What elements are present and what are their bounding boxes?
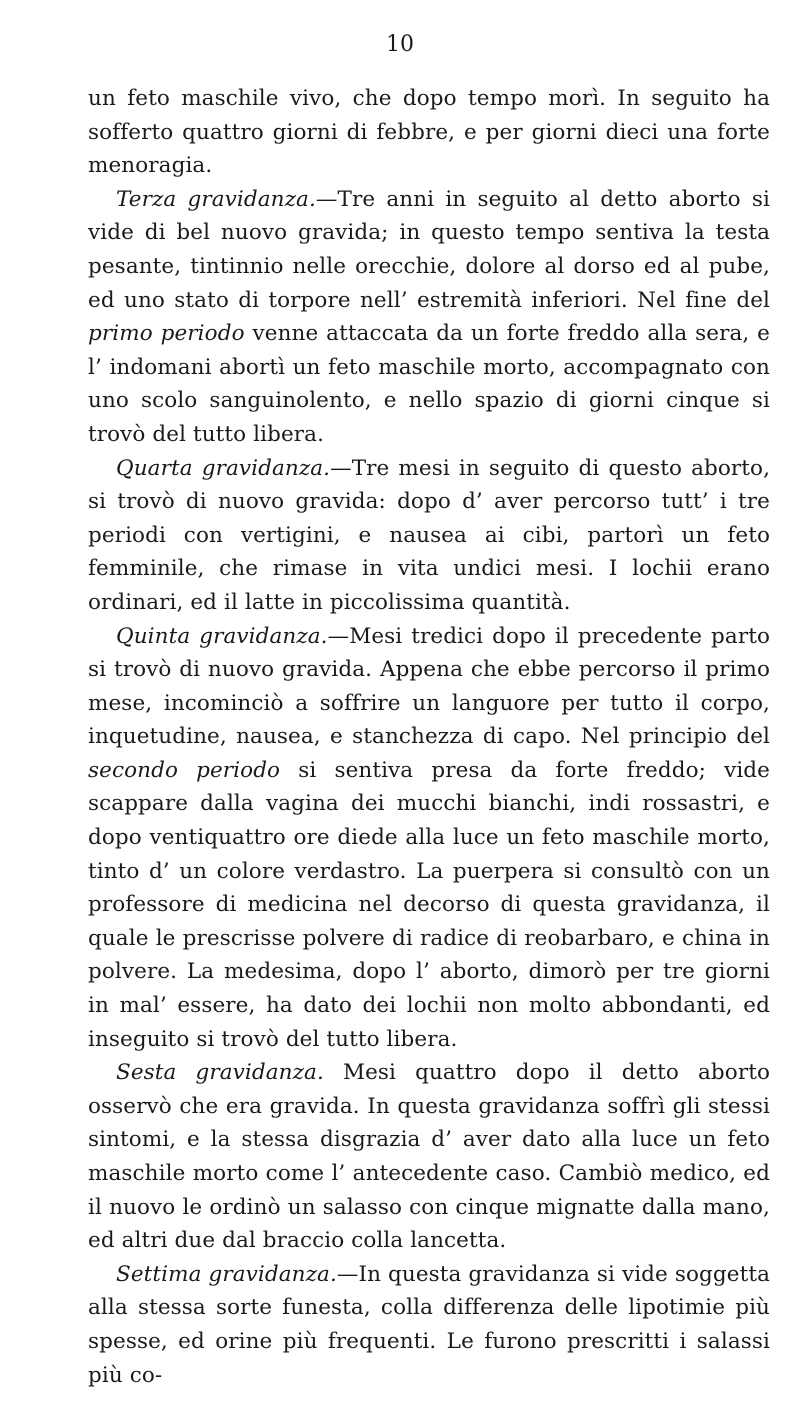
paragraph	[88, 620, 770, 1057]
paragraph	[88, 1258, 770, 1392]
section-heading: Sesta gravidanza.	[116, 1060, 324, 1086]
paragraph	[88, 82, 770, 183]
emphasis-text: secondo periodo	[88, 757, 281, 783]
section-heading: Quinta gravidanza.	[116, 623, 328, 649]
page-number: 10	[386, 32, 414, 57]
text-segment: venne attaccata da un forte freddo alla sera, e l’ indomani abortì un feto maschile morto, accompagnato con uno scolo sanguinolento, e nello spazio di giorni cinque si trovò del tutto libera.	[88, 321, 770, 447]
paragraph	[88, 183, 770, 452]
paragraph	[88, 452, 770, 620]
section-heading: Settima gravidanza.	[116, 1261, 337, 1287]
text-segment: —Tre anni in seguito al detto aborto si vide di bel nuovo gravida; in questo tempo sentiva la testa pesante, tintinnio nelle orecchie, dolore al dorso ed al pube, ed uno stato di torpore nell’ estremità inferiori. Nel fine del	[88, 186, 770, 313]
body-text	[88, 82, 770, 1392]
section-heading: Quarta gravidanza.	[116, 455, 331, 481]
section-heading: Terza gravidanza.	[116, 186, 316, 212]
paragraph	[88, 1056, 770, 1258]
text-segment: —Tre mesi in seguito di questo aborto, si trovò di nuovo gravida: dopo d’ aver percorso tutt’ i tre periodi con vertigini, e nausea ai cibi, partorì un feto femminile, che rimase in vita undici mesi. I lochii erano ordinari, ed il latte in piccolissima quantità.	[88, 455, 771, 615]
text-segment: Mesi quattro dopo il detto aborto osservò che era gravida. In questa gravidanza soffrì gli stessi sintomi, e la stessa disgrazia d’ aver dato alla luce un feto maschile morto come l’ antecedente caso. Cambiò medico, ed il nuovo le ordinò un salasso con cinque mignatte dalla mano, ed altri due dal braccio colla lancetta.	[88, 1060, 770, 1254]
text-segment: si sentiva presa da forte freddo; vide scappare dalla vagina dei mucchi bianchi, indi rossastri, e dopo ventiquattro ore diede alla luce un feto maschile morto, tinto d’ un colore verdastro. La puerpera si consultò con un professore di medicina nel decorso di questa gravidanza, il quale le prescrisse polvere di radice di reobarbaro, e china in polvere. La medesima, dopo l’ aborto, dimorò per tre giorni in mal’ essere, ha dato dei lochii non molto abbondanti, ed inseguito si trovò del tutto libera.	[88, 757, 770, 1052]
text-segment: —In questa gravidanza si vide soggetta alla stessa sorte funesta, colla differenza delle lipotimie più spesse, ed orine più frequenti. Le furono prescritti i salassi più co-	[88, 1261, 770, 1388]
emphasis-text: primo periodo	[88, 321, 245, 347]
text-segment: un feto maschile vivo, che dopo tempo morì. In seguito ha sofferto quattro giorni di febbre, e per giorni dieci una forte menoragia.	[88, 86, 770, 179]
text-segment: —Mesi tredici dopo il precedente parto si trovò di nuovo gravida. Appena che ebbe percorso il primo mese, incominciò a soffrire un languore per tutto il corpo, inquetudine, nausea, e stanchezza di capo. Nel principio del	[88, 623, 770, 750]
